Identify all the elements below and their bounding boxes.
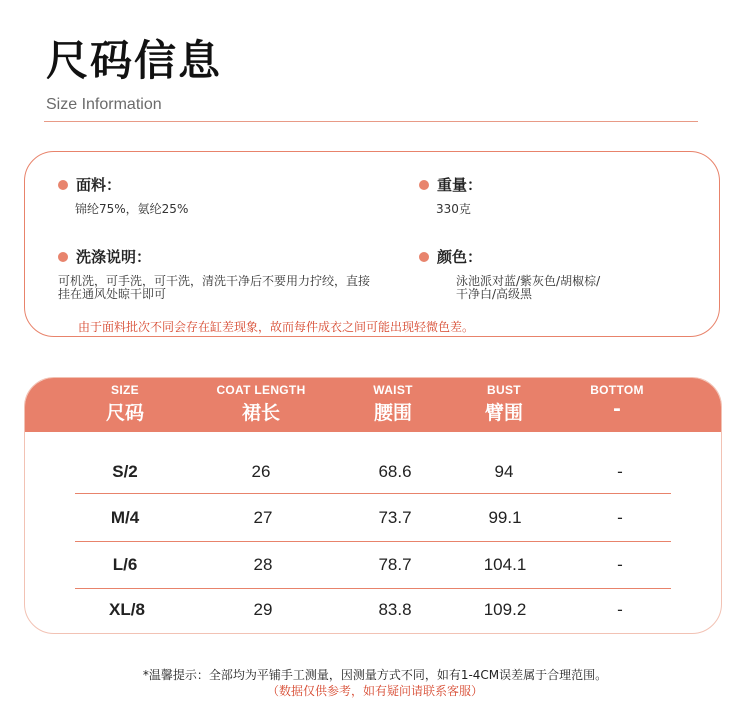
color-value: 泳池派对蓝/紫灰色/胡椒棕/ 干净白/高级黑 (456, 274, 601, 301)
size-table-header (25, 378, 721, 432)
table-row: L/6 28 78.7 104.1 - (112, 555, 623, 574)
color-label: 颜色： (437, 248, 483, 266)
row-divider (75, 588, 671, 589)
row-divider (75, 493, 671, 494)
washing-info (58, 246, 418, 301)
color-info (419, 246, 600, 301)
col-coat-length: COAT LENGTH 裙长 (216, 383, 306, 424)
page-title: 尺码信息 (46, 36, 223, 85)
fabric-value: 锦纶75%，氨纶25% (75, 202, 189, 216)
washing-value: 可机洗，可手洗，可干洗，清洗干净后不要用力拧绞，直接 挂在通风处晾干即可 (58, 274, 371, 301)
bullet-dot-icon (419, 180, 429, 190)
page-subtitle: Size Information (46, 96, 162, 113)
table-row: XL/8 29 83.8 109.2 - (109, 600, 623, 619)
washing-label: 洗涤说明： (76, 248, 152, 266)
col-size: SIZE 尺码 (105, 383, 145, 424)
weight-label: 重量： (437, 176, 483, 194)
table-row: S/2 26 68.6 94 - (112, 462, 623, 481)
fabric-label: 面料： (76, 176, 122, 194)
row-divider (75, 541, 671, 542)
size-table (24, 377, 722, 634)
weight-info (419, 174, 482, 216)
fabric-info (58, 174, 188, 216)
color-difference-notice: 由于面料批次不同会存在缸差现象，故而每件成衣之间可能出现轻微色差。 (78, 320, 475, 334)
col-bottom: BOTTOM - (590, 383, 644, 420)
bullet-dot-icon (419, 252, 429, 262)
title-divider (44, 121, 698, 122)
bullet-dot-icon (58, 252, 68, 262)
bullet-dot-icon (58, 180, 68, 190)
product-info-card (24, 151, 720, 337)
col-bust: BUST 臂围 (484, 383, 524, 424)
reference-note: （数据仅供参考，如有疑问请联系客服） (266, 684, 483, 698)
table-row: M/4 27 73.7 99.1 - (110, 508, 623, 527)
col-waist: WAIST 腰围 (373, 383, 413, 424)
measurement-tip: *温馨提示：全部均为平铺手工测量，因测量方式不同，如有1-4CM误差属于合理范围。 (142, 668, 608, 682)
weight-value: 330克 (436, 202, 471, 216)
